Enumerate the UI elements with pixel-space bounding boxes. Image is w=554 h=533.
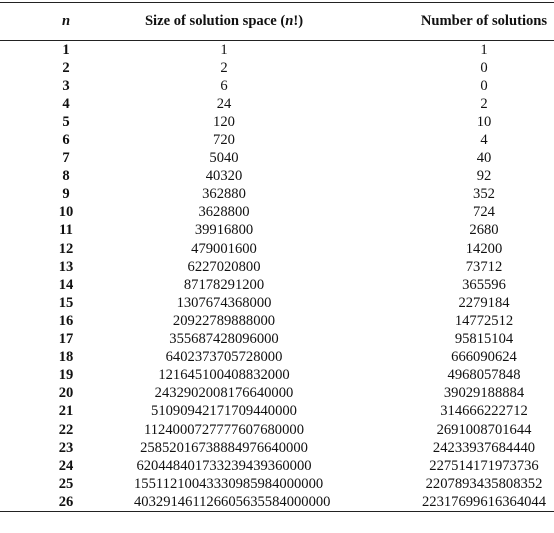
cell-solution-space-size: 3628800 [198,204,250,221]
table-row [0,113,554,131]
cell-number-of-solutions: 2279184 [458,294,510,311]
cell-n [0,150,134,168]
table-row [0,131,554,149]
cell-number-of-solutions: 39029188884 [443,385,525,402]
table-row [0,150,554,168]
cell-n [0,131,134,149]
table-row [0,186,554,204]
header-n: n [0,3,134,41]
table-row [0,312,554,330]
cell-n [0,421,134,439]
header-solution-space-size [134,3,314,41]
cell-solution-space-size: 87178291200 [183,276,265,293]
cell-solution-space-size: 1307674368000 [176,294,272,311]
cell-number-of-solutions: 352 [473,186,495,203]
cell-number-of-solutions: 724 [473,204,495,221]
cell-solution-space-size: 1 [220,41,228,58]
table-row [0,168,554,186]
cell-n [0,59,134,77]
cell-number-of-solutions: 0 [480,59,488,76]
cell-number-of-solutions: 4968057848 [447,367,521,384]
cell-n-value: 11 [59,222,73,239]
cell-solution-space-size: 6 [220,77,228,94]
table-row [0,258,554,276]
cell-n [0,294,134,312]
cell-solution-space-size: 403291461126605635584000000 [134,493,314,512]
cell-number-of-solutions: 14200 [465,240,503,257]
cell-n-value: 16 [58,312,74,329]
cell-number-of-solutions: 314666222712 [440,403,528,420]
cell-solution-space-size: 120 [213,113,235,130]
cell-n-value: 22 [58,421,74,438]
cell-number-of-solutions: 2691008701644 [436,421,532,438]
cell-n [0,186,134,204]
cell-number-of-solutions: 14772512 [454,312,514,329]
header-n-italic: n [285,13,294,29]
cell-solution-space-size: 25852016738884976640000 [140,439,308,456]
cell-number-of-solutions: 666090624 [451,349,517,366]
cell-n [0,457,134,475]
table-row [0,95,554,113]
cell-number-of-solutions: 22317699616364044 [314,493,554,512]
cell-number-of-solutions: 40 [476,150,492,167]
cell-solution-space-size: 121645100408832000 [158,367,290,384]
table-row [0,294,554,312]
cell-solution-space-size: 6227020800 [187,258,261,275]
cell-number-of-solutions: 227514171973736 [429,457,539,474]
n-queens-table [0,2,554,512]
cell-n [0,168,134,186]
cell-n [0,331,134,349]
table-row [0,403,554,421]
cell-n-value: 19 [58,367,74,384]
cell-n-value: 21 [58,403,74,420]
cell-solution-space-size: 51090942171709440000 [151,403,297,420]
table-row [0,204,554,222]
header-number-of-solutions: Number of solutions [314,3,554,41]
table-row [0,421,554,439]
cell-number-of-solutions: 2 [480,95,488,112]
cell-solution-space-size: 24 [216,95,232,112]
cell-number-of-solutions: 73712 [465,258,503,275]
cell-solution-space-size: 39916800 [194,222,254,239]
header-size-text: Size of solution space (n!) [144,13,304,29]
table-row [0,222,554,240]
cell-n-value: 13 [58,258,74,275]
table-row [0,331,554,349]
cell-n-value: 4 [62,95,70,112]
cell-n-value: 6 [62,132,70,149]
cell-n [0,222,134,240]
cell-number-of-solutions: 2207893435808352 [425,475,543,492]
cell-n-value: 23 [58,439,74,456]
cell-n-value: 24 [58,457,74,474]
table-row [0,385,554,403]
cell-solution-space-size: 2432902008176640000 [154,385,294,402]
cell-number-of-solutions: 24233937684440 [432,439,536,456]
cell-n [0,95,134,113]
cell-n-value: 2 [62,59,70,76]
cell-n-value: 5 [62,113,70,130]
table-row [0,439,554,457]
cell-n-value: 15 [58,294,74,311]
cell-n [0,475,134,493]
table-row [0,493,554,512]
cell-solution-space-size: 2 [220,59,228,76]
table-row [0,457,554,475]
cell-n-value: 3 [62,77,70,94]
cell-solution-space-size: 355687428096000 [169,331,279,348]
table-row [0,77,554,95]
cell-n-value: 20 [58,385,74,402]
cell-n-value: 12 [58,240,74,257]
cell-n-value: 7 [62,150,70,167]
cell-n [0,403,134,421]
cell-n [0,385,134,403]
table-row [0,367,554,385]
cell-n [0,41,134,60]
table-row [0,349,554,367]
cell-solution-space-size: 20922789888000 [172,312,276,329]
cell-solution-space-size: 720 [213,132,235,149]
cell-n [0,77,134,95]
cell-n [0,367,134,385]
cell-n [0,258,134,276]
table-header [0,3,554,41]
cell-n [0,312,134,330]
table-row [0,240,554,258]
table-row [0,475,554,493]
cell-number-of-solutions: 10 [476,113,492,130]
cell-number-of-solutions: 95815104 [454,331,514,348]
table-row [0,276,554,294]
cell-number-of-solutions: 1 [480,41,488,58]
header-row [0,3,554,41]
cell-solution-space-size: 6402373705728000 [165,349,283,366]
cell-number-of-solutions: 365596 [462,276,506,293]
cell-n [0,113,134,131]
cell-n-value: 18 [58,349,74,366]
cell-n-value: 14 [58,276,74,293]
cell-solution-space-size: 5040 [209,150,239,167]
cell-solution-space-size: 620448401733239439360000 [136,457,312,474]
cell-solution-space-size: 15511210043330985984000000 [134,475,324,492]
cell-solution-space-size: 40320 [205,168,243,185]
cell-n [0,240,134,258]
cell-n-value: 25 [58,475,74,492]
cell-n-value: 1 [62,41,70,58]
cell-n [0,439,134,457]
cell-number-of-solutions: 2680 [469,222,499,239]
cell-n [0,276,134,294]
cell-n [0,349,134,367]
cell-n-value: 10 [58,204,74,221]
cell-solution-space-size: 362880 [202,186,246,203]
cell-number-of-solutions: 0 [480,77,488,94]
cell-n-value: 8 [62,168,70,185]
cell-n-value: 26 [58,493,74,510]
cell-solution-space-size: 1124000727777607680000 [144,421,304,438]
cell-number-of-solutions: 92 [476,168,492,185]
cell-n [0,204,134,222]
table-row [0,59,554,77]
cell-solution-space-size: 479001600 [191,240,257,257]
table-row [0,41,554,60]
cell-n [0,493,134,512]
table-body [0,41,554,512]
cell-number-of-solutions: 4 [480,132,488,149]
cell-n-value: 17 [58,331,74,348]
cell-n-value: 9 [62,186,70,203]
